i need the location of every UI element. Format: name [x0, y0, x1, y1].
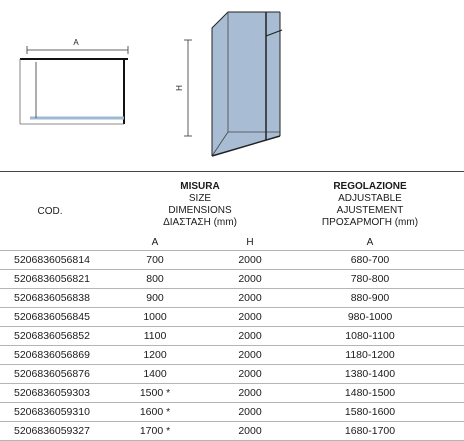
- header-regolazione-title: REGOLAZIONE: [333, 181, 407, 192]
- front-view-diagram: [170, 8, 300, 168]
- cell-h: 2000: [238, 368, 262, 380]
- header-col-reg-a: A: [366, 237, 374, 248]
- cell-a: 800: [146, 273, 164, 285]
- header-greek-adj: ΠΡΟΣΑΡΜΟΓΗ (mm): [321, 217, 419, 228]
- cell-h: 2000: [238, 254, 262, 266]
- cell-code: 5206836059327: [14, 425, 90, 437]
- cell-reg: 680-700: [350, 254, 390, 266]
- cell-code: 5206836056838: [14, 292, 90, 304]
- cell-reg: 980-1000: [347, 311, 393, 323]
- cell-code: 5206836056869: [14, 349, 90, 361]
- table-row: [0, 270, 464, 289]
- cell-h: 2000: [238, 273, 262, 285]
- cell-reg: 1680-1700: [344, 425, 396, 437]
- header-dimensions: DIMENSIONS: [168, 205, 232, 216]
- cell-h: 2000: [238, 425, 262, 437]
- cell-a: 1200: [143, 349, 167, 361]
- front-view-h-label: H: [175, 85, 184, 91]
- cell-a: 1100: [143, 330, 167, 342]
- header-regolazione: [305, 181, 435, 229]
- header-code: COD.: [37, 206, 63, 217]
- top-view-a-label: A: [73, 38, 79, 47]
- cell-a: 1600 *: [139, 406, 171, 418]
- header-ajustement: AJUSTEMENT: [336, 205, 404, 216]
- cell-reg: 1380-1400: [344, 368, 396, 380]
- header-adjustable: ADJUSTABLE: [338, 193, 402, 204]
- cell-a: 1400: [143, 368, 167, 380]
- table-row: [0, 384, 464, 403]
- cell-a: 1700 *: [139, 425, 171, 437]
- top-view-diagram: [10, 28, 140, 138]
- cell-code: 5206836056814: [14, 254, 90, 266]
- cell-a: 900: [146, 292, 164, 304]
- cell-a: 700: [146, 254, 164, 266]
- header-misura: [140, 181, 260, 229]
- table-row: [0, 346, 464, 365]
- cell-h: 2000: [238, 349, 262, 361]
- cell-code: 5206836056821: [14, 273, 90, 285]
- cell-h: 2000: [238, 311, 262, 323]
- cell-h: 2000: [238, 330, 262, 342]
- table-row: [0, 308, 464, 327]
- cell-reg: 1180-1200: [345, 349, 395, 361]
- cell-h: 2000: [238, 387, 262, 399]
- cell-reg: 1080-1100: [345, 330, 395, 342]
- header-size: SIZE: [188, 193, 212, 204]
- cell-code: 5206836056852: [14, 330, 90, 342]
- cell-reg: 780-800: [350, 273, 390, 285]
- header-misura-title: MISURA: [180, 181, 220, 192]
- table-row: [0, 327, 464, 346]
- cell-code: 5206836059303: [14, 387, 90, 399]
- cell-a: 1500 *: [139, 387, 171, 399]
- cell-a: 1000: [143, 311, 167, 323]
- header-col-h: H: [246, 237, 254, 248]
- cell-h: 2000: [238, 406, 262, 418]
- table-row: [0, 422, 464, 441]
- table-row: [0, 365, 464, 384]
- header-greek-dim: ΔΙΑΣΤΑΣΗ (mm): [163, 217, 237, 228]
- cell-reg: 880-900: [350, 292, 390, 304]
- cell-reg: 1580-1600: [344, 406, 396, 418]
- header-col-a: A: [151, 237, 159, 248]
- table-row: [0, 251, 464, 270]
- cell-reg: 1480-1500: [344, 387, 396, 399]
- table-row: [0, 289, 464, 308]
- cell-h: 2000: [238, 292, 262, 304]
- cell-code: 5206836059310: [14, 406, 90, 418]
- table-row: [0, 403, 464, 422]
- cell-code: 5206836056876: [14, 368, 90, 380]
- cell-code: 5206836056845: [14, 311, 90, 323]
- table-top-rule: [0, 171, 464, 172]
